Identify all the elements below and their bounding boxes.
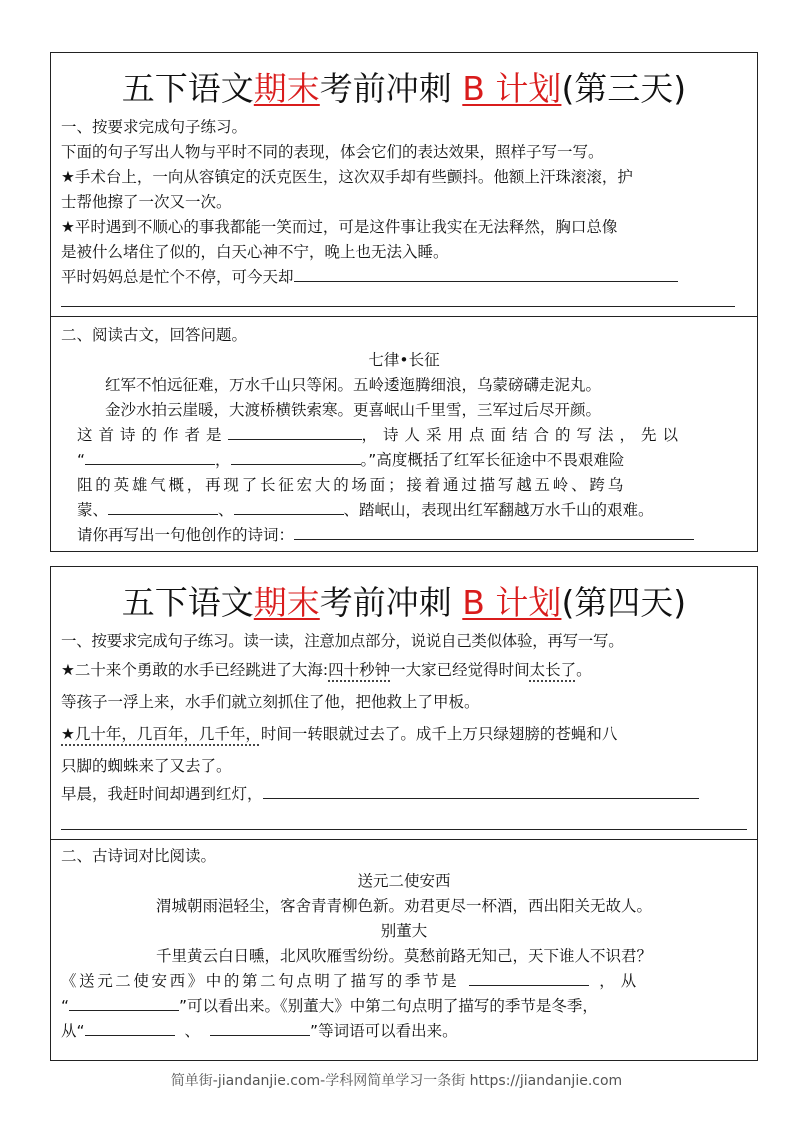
question-text: 、踏岷山，表现出红军翻越万水千山的艰难。 bbox=[343, 501, 654, 519]
answer-blank[interactable] bbox=[234, 498, 344, 515]
dotted-text: ★几十年，几百年，几千年， bbox=[61, 725, 261, 743]
title-highlight: 期末 bbox=[253, 583, 320, 622]
question-text: “ bbox=[77, 451, 86, 469]
question-text: ， bbox=[215, 451, 231, 469]
prompt-text: 早晨，我赶时间却遇到红灯， bbox=[61, 785, 263, 803]
question-text: 阻的英雄气概，再现了长征宏大的场面；接着通过描写越五岭、跨乌 bbox=[77, 476, 627, 494]
example-text bbox=[61, 718, 747, 750]
section-heading: 一、按要求完成句子练习。读一读，注意加点部分，说说自己类似体验，再写一写。 bbox=[61, 632, 624, 650]
question-text: ”可以看出来。《别董大》中第二句点明了描写的季节是冬季， bbox=[179, 997, 598, 1015]
title-text: 考前冲刺 bbox=[319, 69, 463, 108]
divider bbox=[51, 838, 757, 840]
answer-blank[interactable] bbox=[231, 448, 361, 465]
poem-title: 别董大 bbox=[380, 922, 428, 940]
example-text: 一大家已经觉得时间 bbox=[390, 661, 530, 679]
poem-line: 千里黄云白日曛，北风吹雁雪纷纷。莫愁前路无知己，天下谁人不识君？ bbox=[155, 947, 652, 965]
answer-blank[interactable] bbox=[294, 265, 678, 282]
answer-blank[interactable] bbox=[263, 782, 699, 799]
answer-blank[interactable] bbox=[69, 994, 179, 1011]
dotted-text: 太长了 bbox=[529, 661, 577, 679]
example-text: ★平时遇到不顺心的事我都能一笑而过，可是这件事让我实在无法释然，胸口总像 bbox=[61, 218, 618, 236]
poem-line: 金沙水拍云崖暖，大渡桥横铁索寒。更喜岷山千里雪，三军过后尽开颜。 bbox=[105, 401, 602, 419]
question-text: ，诗人采用点面结合的写法，先以 bbox=[361, 426, 685, 444]
question-line bbox=[61, 448, 747, 473]
prompt-line bbox=[61, 265, 747, 290]
answer-blank[interactable] bbox=[85, 1019, 175, 1036]
answer-blank[interactable] bbox=[469, 969, 589, 986]
question-line bbox=[61, 423, 747, 448]
question-text: “ bbox=[61, 997, 70, 1015]
question-line bbox=[61, 1019, 747, 1044]
example-text: 时间一转眼就过去了。成千上万只绿翅膀的苍蝇和八 bbox=[260, 725, 618, 743]
question-text: ，从 bbox=[599, 972, 643, 990]
answer-blank[interactable] bbox=[210, 1019, 310, 1036]
prompt-text: 平时妈妈总是忙个不停，可今天却 bbox=[61, 268, 294, 286]
title-text: 考前冲刺 bbox=[319, 583, 463, 622]
title-text: (第四天) bbox=[561, 583, 687, 622]
section-heading: 一、按要求完成句子练习。 bbox=[61, 118, 248, 136]
title-text: (第三天) bbox=[561, 69, 687, 108]
poem-title: 送元二使安西 bbox=[357, 872, 451, 890]
example-text: 士帮他擦了一次又一次。 bbox=[61, 193, 232, 211]
page-title bbox=[51, 69, 757, 109]
example-text: 只脚的蜘蛛来了又去了。 bbox=[61, 757, 232, 775]
section-heading: 二、古诗词对比阅读。 bbox=[61, 847, 217, 865]
section-heading: 二、阅读古文，回答问题。 bbox=[61, 326, 248, 344]
title-highlight: 期末 bbox=[253, 69, 320, 108]
poem-line: 渭城朝雨浥轻尘，客舍青青柳色新。劝君更尽一杯酒，西出阳关无故人。 bbox=[155, 897, 652, 915]
title-highlight: B 计划 bbox=[462, 583, 562, 622]
title-highlight: B 计划 bbox=[462, 69, 562, 108]
page-title bbox=[51, 583, 757, 623]
example-text: ★二十来个勇敢的水手已经跳进了大海: bbox=[61, 661, 329, 679]
instruction: 下面的句子写出人物与平时不同的表现，体会它们的表达效果，照样子写一写。 bbox=[61, 143, 604, 161]
example-text: 等孩子一浮上来，水手们就立刻抓住了他，把他救上了甲板。 bbox=[61, 693, 480, 711]
question-text: ”等词语可以看出来。 bbox=[310, 1022, 458, 1040]
question-text: 从“ bbox=[61, 1022, 85, 1040]
question-text: 、 bbox=[218, 501, 234, 519]
question-line bbox=[61, 498, 747, 523]
footer-watermark: 简单街-jiandanjie.com-学科网简单学习一条街 https://jiandanjie.com bbox=[170, 1073, 623, 1089]
answer-blank[interactable] bbox=[228, 423, 362, 440]
prompt-line bbox=[61, 782, 747, 807]
answer-blank[interactable] bbox=[85, 448, 215, 465]
example-text: ★手术台上，一向从容镇定的沃克医生，这次双手却有些颤抖。他额上汗珠滚滚，护 bbox=[61, 168, 633, 186]
answer-blank[interactable] bbox=[108, 498, 218, 515]
question-line bbox=[61, 523, 747, 548]
question-text: 《送元二使安西》中的第二句点明了描写的季节是 bbox=[61, 972, 460, 990]
poem-title: 七律•长征 bbox=[368, 351, 440, 369]
worksheet-day3 bbox=[50, 52, 758, 552]
answer-line[interactable] bbox=[61, 290, 735, 307]
title-text: 五下语文 bbox=[121, 583, 254, 622]
question-text: 蒙、 bbox=[77, 501, 109, 519]
answer-line[interactable] bbox=[61, 813, 747, 830]
title-text: 五下语文 bbox=[121, 69, 254, 108]
dotted-text: 四十秒钟 bbox=[328, 661, 391, 679]
question-line bbox=[61, 994, 747, 1019]
question-line bbox=[61, 969, 747, 994]
example-text: 。 bbox=[576, 661, 592, 679]
answer-blank[interactable] bbox=[294, 523, 694, 540]
divider bbox=[51, 315, 757, 317]
question-text: 请你再写出一句他创作的诗词： bbox=[77, 526, 295, 544]
question-text: 这首诗的作者是 bbox=[77, 426, 228, 444]
question-line bbox=[61, 473, 747, 498]
question-text: 。”高度概括了红军长征途中不畏艰难险 bbox=[360, 451, 625, 469]
question-text: 、 bbox=[184, 1022, 201, 1040]
example-text bbox=[61, 654, 747, 686]
worksheet-day4 bbox=[50, 566, 758, 1061]
poem-line: 红军不怕远征难，万水千山只等闲。五岭逶迤腾细浪，乌蒙磅礴走泥丸。 bbox=[105, 376, 602, 394]
example-text: 是被什么堵住了似的，白天心神不宁，晚上也无法入睡。 bbox=[61, 243, 449, 261]
